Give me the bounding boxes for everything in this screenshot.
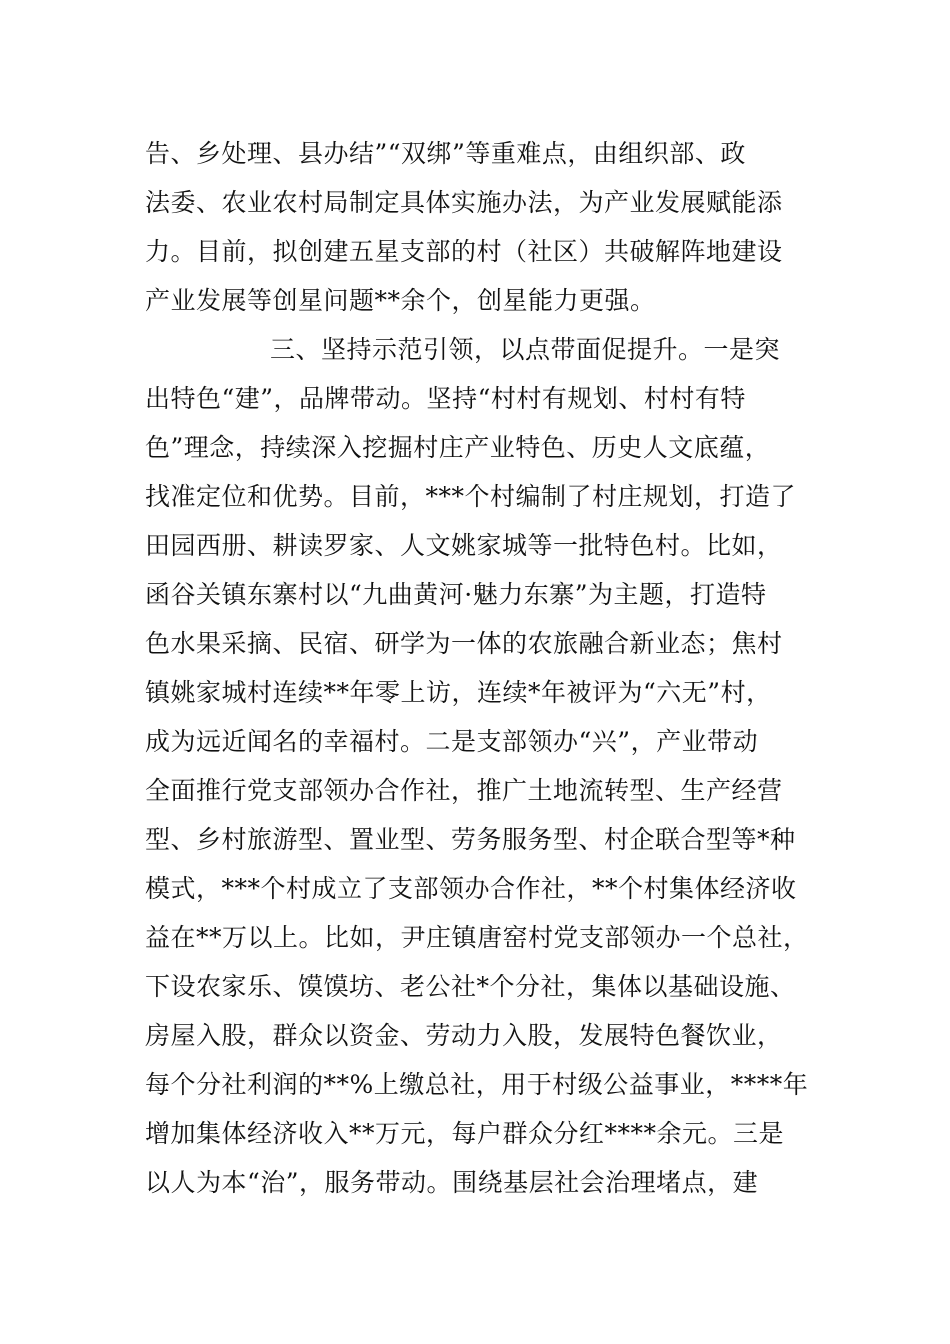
text-line-7: 色”理念，持续深入挖掘村庄产业特色、历史人文底蕴， (145, 433, 771, 462)
text-line-13: 成为远近闻名的幸福村。二是支部领办“兴”，产业带动 (145, 727, 759, 756)
text-line-22: 以人为本“治”，服务带动。围绕基层社会治理堵点，建 (145, 1168, 759, 1197)
section-three-heading-line: 三、坚持示范引领，以点带面促提升。一是突 (270, 335, 781, 364)
text-line-1: 告、乡处理、县办结”“双绑”等重难点，由组织部、政 (145, 139, 746, 168)
text-line-16: 模式，***个村成立了支部领办合作社，**个村集体经济收 (145, 874, 797, 903)
text-line-14: 全面推行党支部领办合作社，推广土地流转型、生产经营 (145, 776, 783, 805)
text-line-11: 色水果采摘、民宿、研学为一体的农旅融合新业态；焦村 (145, 629, 783, 658)
text-line-2: 法委、农业农村局制定具体实施办法，为产业发展赋能添 (145, 188, 783, 217)
text-line-4: 产业发展等创星问题**余个，创星能力更强。 (145, 286, 656, 315)
text-line-10: 函谷关镇东寨村以“九曲黄河·魅力东寨”为主题，打造特 (145, 580, 767, 609)
text-line-12: 镇姚家城村连续**年零上访，连续*年被评为“六无”村， (145, 678, 772, 707)
text-line-15: 型、乡村旅游型、置业型、劳务服务型、村企联合型等*种 (145, 825, 796, 854)
text-line-19: 房屋入股，群众以资金、劳动力入股，发展特色餐饮业， (145, 1021, 783, 1050)
text-line-20: 每个分社利润的**%上缴总社，用于村级公益事业，****年 (145, 1070, 809, 1099)
text-line-17: 益在**万以上。比如，尹庄镇唐窑村党支部领办一个总社， (145, 923, 809, 952)
text-line-21: 增加集体经济收入**万元，每户群众分红****余元。三是 (145, 1119, 785, 1148)
text-line-8: 找准定位和优势。目前，***个村编制了村庄规划，打造了 (145, 482, 797, 511)
text-line-18: 下设农家乐、馍馍坊、老公社*个分社，集体以基础设施、 (145, 972, 796, 1001)
text-line-3: 力。目前，拟创建五星支部的村（社区）共破解阵地建设 (145, 237, 783, 266)
text-line-6: 出特色“建”，品牌带动。坚持“村村有规划、村村有特 (145, 384, 746, 413)
text-line-9: 田园西册、耕读罗家、人文姚家城等一批特色村。比如， (145, 531, 783, 560)
